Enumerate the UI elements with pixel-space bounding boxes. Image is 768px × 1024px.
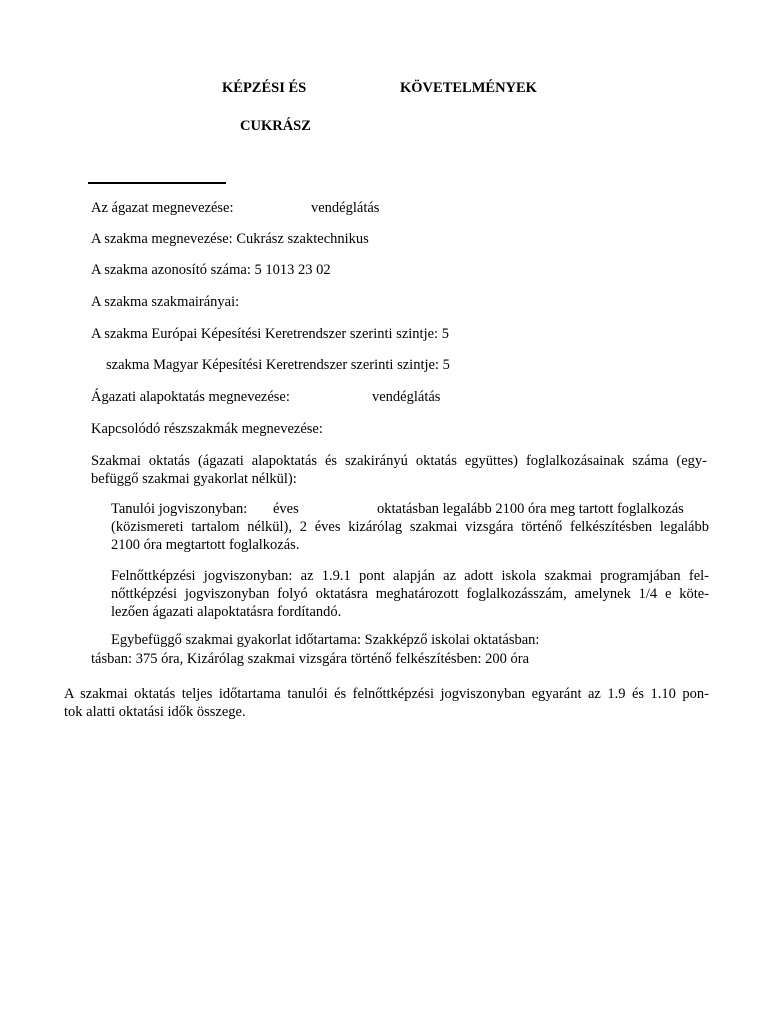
doc-title-left: KÉPZÉSI ÉS xyxy=(222,80,307,96)
doc-subtitle: CUKRÁSZ xyxy=(240,118,311,134)
practice-line-2: tásban: 375 óra, Kizárólag szakmai vizsgára történő felkészítésben: 200 óra xyxy=(91,651,530,667)
base-training-value: vendéglátás xyxy=(372,389,441,405)
sector-value: vendéglátás xyxy=(311,200,380,216)
student-line: 2100 óra megtartott foglalkozás. xyxy=(111,537,300,553)
adult-paragraph xyxy=(111,567,709,621)
adult-line: lezően ágazati alapoktatásra fordítandó. xyxy=(111,604,342,620)
horizontal-rule xyxy=(88,182,226,184)
ekkr-level: A szakma Európai Képesítési Keretrendszer szerinti szintje: 5 xyxy=(91,326,449,342)
profession-directions: A szakma szakmairányai: xyxy=(91,294,240,310)
student-hours: oktatásban legalább 2100 óra meg tartott foglalkozás xyxy=(377,501,684,517)
training-intro xyxy=(91,452,707,488)
practice-line-1: Egybefüggő szakmai gyakorlat időtartama: Szakképző iskolai oktatásban: xyxy=(111,632,540,648)
adult-line: nőttképzési jogviszonyban folyó oktatásra meghatározott foglalkozásszám, amelynek 1/4 e köte- xyxy=(111,586,709,602)
student-line: (közismereti tartalom nélkül), 2 éves kizárólag szakmai vizsgára történő felkészítésben legalább xyxy=(111,519,709,535)
related-partial-professions: Kapcsolódó részszakmák megnevezése: xyxy=(91,421,323,437)
student-label: Tanulói jogviszonyban: xyxy=(111,501,248,517)
student-line xyxy=(111,500,709,518)
student-years: éves xyxy=(273,501,299,517)
profession-name: A szakma megnevezése: Cukrász szaktechnikus xyxy=(91,231,369,247)
mkkr-level: szakma Magyar Képesítési Keretrendszer szerinti szintje: 5 xyxy=(106,357,450,373)
sector-label: Az ágazat megnevezése: xyxy=(91,200,234,216)
summary-paragraph xyxy=(64,685,709,721)
summary-line: A szakmai oktatás teljes időtartama tanulói és felnőttképzési jogviszonyban egyaránt az 1.9 és 1.10 pon- xyxy=(64,686,709,702)
profession-id: A szakma azonosító száma: 5 1013 23 02 xyxy=(91,262,331,278)
doc-title-right: KÖVETELMÉNYEK xyxy=(400,80,537,96)
summary-line: tok alatti oktatási idők összege. xyxy=(64,704,246,720)
student-paragraph xyxy=(111,500,709,554)
base-training-label: Ágazati alapoktatás megnevezése: xyxy=(91,389,290,405)
training-intro-line: Szakmai oktatás (ágazati alapoktatás és szakirányú oktatás együttes) foglalkozásainak száma (egy- xyxy=(91,453,707,469)
adult-line: Felnőttképzési jogviszonyban: az 1.9.1 pont alapján az adott iskola szakmai programjában fel- xyxy=(111,568,709,584)
training-intro-line: befüggő szakmai gyakorlat nélkül): xyxy=(91,471,297,487)
